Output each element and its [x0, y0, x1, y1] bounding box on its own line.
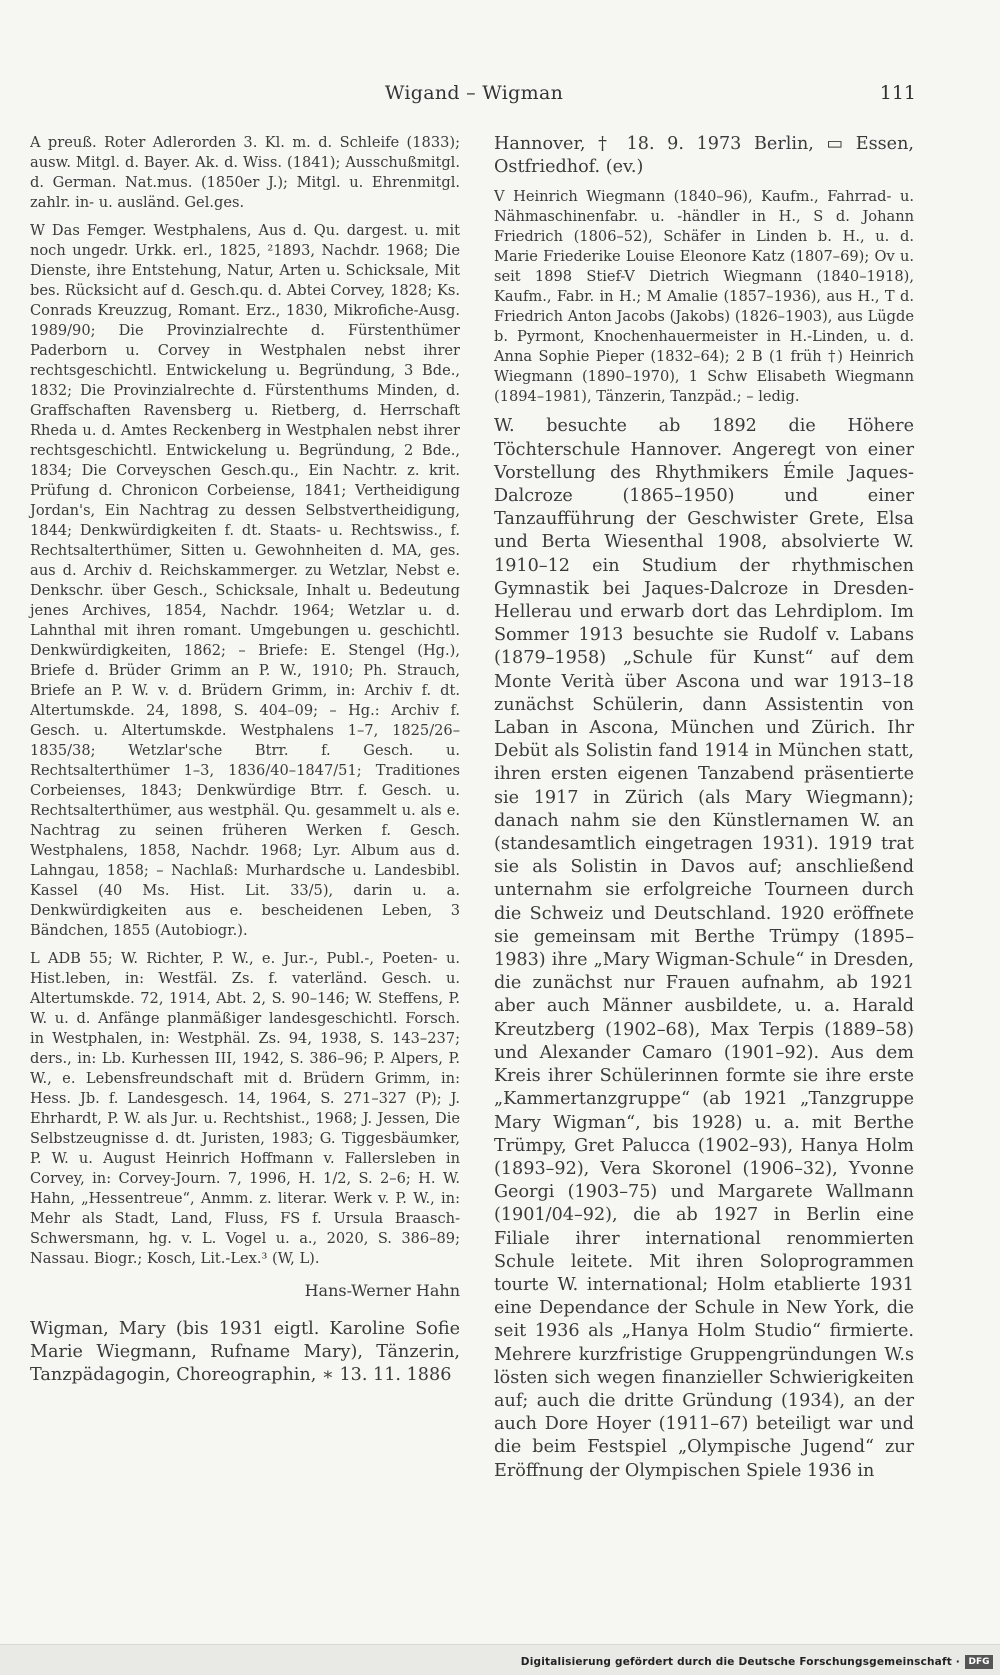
running-head: Wigand – Wigman: [384, 82, 564, 104]
entry-heading-paragraph: Wigman, Mary (bis 1931 eigtl. Karoline Sofie Marie Wiegmann, Rufname Mary), Tänzerin, Tanzpädagogin, Choreographin, ∗ 13. 11. 1886: [30, 1319, 460, 1386]
works-paragraph: W Das Femger. Westphalens, Aus d. Qu. dargest. u. mit noch ungedr. Urkk. erl., 1825, ²1893, Nachdr. 1968; Die Dienste, ihre Entstehung, Natur, Arten u. Schicksale, Mit bes. Rücksicht auf d. Gesch.qu. d. Abtei Corvey, 1828; Ks. Conrads Kreuzzug, Romant. Erz., 1830, Mikrofiche-Ausg. 1989/90; Die Provinzialrechte d. Fürstenthümer Paderborn u. Corvey in Westphalen nebst ihrer rechtsgeschichtl. Entwickelung u. Begründung, 3 Bde., 1832; Die Provinzialrechte d. Fürstenthums Minden, d. Graffschaften Ravensberg u. Rietberg, d. Herrschaft Rheda u. d. Amtes Reckenberg in Westphalen nebst ihrer rechtsgeschichtl. Entwickelung u. Begründung, 2 Bde., 1834; Die Corveyschen Gesch.qu., Ein Nachtr. z. krit. Prüfung d. Chronicon Corbeiense, 1841; Vertheidigung Jordan's, Ein Nachtrag zu dessen Selbstvertheidigung, 1844; Denkwürdigkeiten f. dt. Staats- u. Rechtswiss., f. Rechtsalterthümer, Sitten u. Gewohnheiten d. MA, ges. aus d. Archiv d. Reichskammerger. zu Wetzlar, Nebst e. Denkschr. über Gesch., Schicksale, Inhalt u. Bedeutung jenes Archives, 1854, Nachdr. 1964; Wetzlar u. d. Lahnthal mit ihren romant. Umgebungen u. geschichtl. Denkwürdigkeiten, 1862; – Briefe: E. Stengel (Hg.), Briefe d. Brüder Grimm an P. W., 1910; Ph. Strauch, Briefe an P. W. v. d. Brüdern Grimm, in: Archiv f. dt. Altertumskde. 24, 1898, S. 404–09; – Hg.: Archiv f. Gesch. u. Altertumskde. Westphalens 1–7, 1825/26–1835/38; Wetzlar'sche Btrr. f. Gesch. u. Rechtsalterthümer 1–3, 1836/40–1847/51; Traditiones Corbeienses, 1843; Denkwürdige Btrr. f. Gesch. u. Rechtsalterthümer, aus westphäl. Qu. gesammelt u. als e. Nachtrag zu seinen früheren Werken f. Gesch. Westphalens, 1858, Nachdr. 1968; Lyr. Album aus d. Lahngau, 1858; – Nachlaß: Murhardsche u. Landesbibl. Kassel (40 Ms. Hist. Lit. 33/5), darin u. a. Denkwürdigkeiten aus e. bescheidenen Leben, 3 Bändchen, 1855 (Autobiogr.).: [30, 222, 460, 939]
article-author: Hans-Werner Hahn: [304, 1281, 460, 1300]
biography-paragraph: W. besuchte ab 1892 die Höhere Töchterschule Hannover. Angeregt von einer Vorstellung des Rhythmikers Émile Jaques-Dalcroze (1865–1950) und einer Tanzaufführung der Geschwister Grete, Elsa und Berta Wiesenthal 1908, absolvierte W. 1910–12 ein Studium der rhythmischen Gymnastik bei Jaques-Dalcroze in Dresden-Hellerau und erwarb dort das Lehrdiplom. Im Sommer 1913 besuchte sie Rudolf v. Labans (1879–1958) „Schule für Kunst“ auf dem Monte Verità über Ascona und war 1913–18 zunächst Schülerin, dann Assistentin von Laban in Ascona, München und Zürich. Ihr Debüt als Solistin fand 1914 in München statt, ihren ersten eigenen Tanzabend präsentierte sie 1917 in Zürich (als Mary Wiegmann); danach nahm sie den Künstlernamen W. an (standesamtlich eingetragen 1931). 1919 trat sie als Solistin in Davos auf; anschließend unternahm sie erfolgreiche Tourneen durch die Schweiz und Deutschland. 1920 eröffnete sie gemeinsam mit Berthe Trümpy (1895–1983) ihre „Mary Wigman-Schule“ in Dresden, die zunächst nur Frauen aufnahm, ab 1921 aber auch Männer ausbildete, u. a. Harald Kreutzberg (1902–68), Max Terpis (1889–58) und Alexander Camaro (1901–92). Aus dem Kreis ihrer Schülerinnen formte sie ihre erste „Kammertanzgruppe“ (ab 1921 „Tanzgruppe Mary Wigman“, bis 1928) u. a. mit Berthe Trümpy, Gret Palucca (1902–93), Hanya Holm (1893–92), Vera Skoronel (1906–32), Yvonne Georgi (1903–75) und Margarete Wallmann (1901/04–92), die ab 1927 in Berlin eine Filiale ihrer international renommierten Schule leitete. Mit ihren Soloprogrammen tourte W. international; Holm etablierte 1931 eine Dependance der Schule in New York, die seit 1936 als „Hanya Holm Studio“ firmierte. Mehrere kurzfristige Gruppengründungen W.s lösten sich wegen finanzieller Schwierigkeiten auf; auch die dritte Gründung (1934), an der auch Dore Hoyer (1911–67) beteiligt war und die beim Festspiel „Olympische Jugend“ zur Eröffnung der Olympischen Spiele 1936 in: [494, 416, 914, 1481]
birth-death-paragraph: Hannover, † 18. 9. 1973 Berlin, ▭ Essen, Ostfriedhof. (ev.): [494, 134, 914, 178]
dfg-logo-icon: DFG: [965, 1655, 993, 1669]
awards-paragraph: A preuß. Roter Adlerorden 3. Kl. m. d. Schleife (1833); ausw. Mitgl. d. Bayer. Ak. d. Wiss. (1841); Ausschußmitgl. d. German. Nat.mus. (1850er J.); Mitgl. u. Ehrenmitgl. zahlr. in- u. ausländ. Gel.ges.: [30, 134, 460, 211]
right-column: [494, 133, 914, 1491]
genealogy-paragraph: V Heinrich Wiegmann (1840–96), Kaufm., Fahrrad- u. Nähmaschinenfabr. u. -händler in H., S d. Johann Friedrich (1806–52), Schäfer in Linden b. H., u. d. Marie Friederike Louise Eleonore Katz (1807–69); Ov u. seit 1898 Stief-V Dietrich Wiegmann (1840–1918), Kaufm., Fabr. in H.; M Amalie (1857–1936), aus H., T d. Friedrich Anton Jacobs (Jakobs) (1826–1903), aus Lügde b. Pyrmont, Knochenhauermeister in H.-Linden, u. d. Anna Sophie Pieper (1832–64); 2 B (1 früh †) Heinrich Wiegmann (1890–1970), 1 Schw Elisabeth Wiegmann (1894–1981), Tänzerin, Tanzpäd.; – ledig.: [494, 188, 914, 406]
page-header: [32, 82, 916, 112]
footer-text: Digitalisierung gefördert durch die Deutsche Forschungsgemeinschaft ·: [520, 1656, 960, 1668]
page-number: 111: [879, 82, 916, 104]
digitization-footer: [0, 1644, 1000, 1675]
left-column: [30, 133, 460, 1396]
literature-paragraph: L ADB 55; W. Richter, P. W., e. Jur.-, Publ.-, Poeten- u. Hist.leben, in: Westfäl. Zs. f. vaterländ. Gesch. u. Altertumskde. 72, 1914, Abt. 2, S. 90–146; W. Steffens, P. W. u. d. Anfänge planmäßiger landesgeschichtl. Forsch. in Westphalen, in: Westphäl. Zs. 94, 1938, S. 143–237; ders., in: Lb. Kurhessen III, 1942, S. 386–96; P. Alpers, P. W., e. Lebensfreundschaft mit d. Brüdern Grimm, in: Hess. Jb. f. Landesgesch. 14, 1964, S. 271–327 (P); J. Ehrhardt, P. W. als Jur. u. Rechtshist., 1968; J. Jessen, Die Selbstzeugnisse d. dt. Juristen, 1983; G. Tiggesbäumker, P. W. u. August Heinrich Hoffmann v. Fallersleben in Corvey, in: Corvey-Journ. 7, 1996, H. 1/2, S. 2–6; H. W. Hahn, „Hessentreue“, Anmm. z. literar. Werk v. P. W., in: Mehr als Stadt, Land, Fluss, FS f. Ursula Braasch-Schwersmann, hg. v. L. Vogel u. a., 2020, S. 386–89; Nassau. Biogr.; Kosch, Lit.-Lex.³ (W, L).: [30, 950, 460, 1267]
